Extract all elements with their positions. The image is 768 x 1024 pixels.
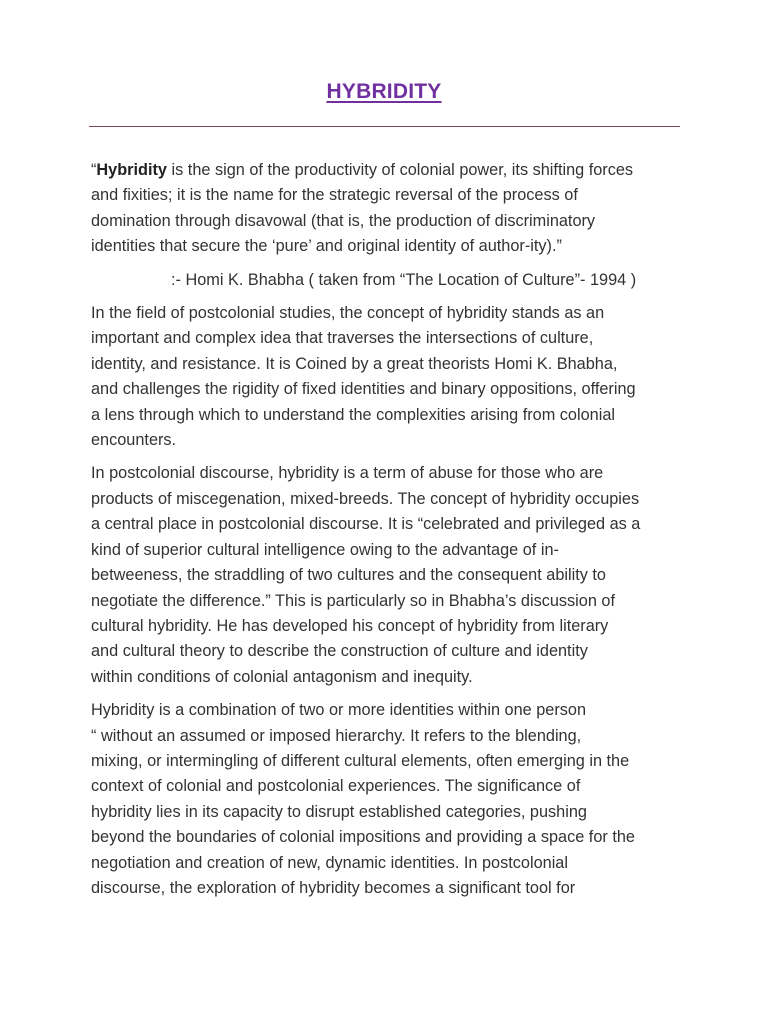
document-title: HYBRIDITY <box>326 80 442 103</box>
quote-line: identities that secure the ‘pure’ and original identity of author-ity).” <box>91 237 562 256</box>
paragraph-line: a central place in postcolonial discourse. It is “celebrated and privileged as a <box>91 515 641 534</box>
quote-line: and fixities; it is the name for the strategic reversal of the process of <box>91 186 578 205</box>
paragraph-line: discourse, the exploration of hybridity becomes a significant tool for <box>91 878 576 897</box>
paragraph-line: Hybridity is a combination of two or more identities within one person <box>91 701 587 720</box>
paragraph-line: hybridity lies in its capacity to disrupt established categories, pushing <box>91 802 587 821</box>
paragraph-line: a lens through which to understand the complexities arising from colonial <box>91 405 615 424</box>
paragraph-line: context of colonial and postcolonial experiences. The significance of <box>91 777 581 796</box>
quote-open-mark: “ <box>91 161 97 179</box>
paragraph-line: negotiate the difference.” This is particularly so in Bhabha’s discussion of <box>91 591 616 610</box>
paragraph-3 <box>91 698 683 901</box>
paragraph-2 <box>91 461 683 690</box>
paragraph-line: products of miscegenation, mixed-breeds. The concept of hybridity occupies <box>91 489 640 508</box>
paragraph-line: In postcolonial discourse, hybridity is a term of abuse for those who are <box>91 464 604 483</box>
paragraph-line: mixing, or intermingling of different cultural elements, often emerging in the <box>91 751 630 770</box>
title-divider <box>89 126 680 127</box>
paragraph-line: identity, and resistance. It is Coined by a great theorists Homi K. Bhabha, <box>91 354 618 373</box>
paragraph-1 <box>91 301 683 453</box>
paragraph-line: encounters. <box>91 431 177 450</box>
paragraph-line: cultural hybridity. He has developed his concept of hybridity from literary <box>91 616 609 635</box>
paragraph-line: In the field of postcolonial studies, the concept of hybridity stands as an <box>91 304 605 323</box>
paragraph-line: betweeness, the straddling of two cultures and the consequent ability to <box>91 566 606 585</box>
quote-attribution: :- Homi K. Bhabha ( taken from “The Location of Culture”- 1994 ) <box>171 270 637 289</box>
paragraph-line: and cultural theory to describe the construction of culture and identity <box>91 642 588 661</box>
paragraph-line: negotiation and creation of new, dynamic identities. In postcolonial <box>91 853 568 872</box>
paragraph-line: and challenges the rigidity of fixed identities and binary oppositions, offering <box>91 380 636 399</box>
quote-line <box>91 158 683 183</box>
epigraph-quote <box>91 158 683 260</box>
paragraph-line: within conditions of colonial antagonism and inequity. <box>91 667 473 686</box>
quote-bold-term: Hybridity <box>96 161 167 179</box>
paragraph-line: “ without an assumed or imposed hierarchy. It refers to the blending, <box>91 726 582 745</box>
quote-line: domination through disavowal (that is, the production of discriminatory <box>91 211 596 230</box>
paragraph-line: beyond the boundaries of colonial impositions and providing a space for the <box>91 828 635 847</box>
document-body <box>91 158 683 909</box>
paragraph-line: kind of superior cultural intelligence owing to the advantage of in- <box>91 540 559 559</box>
paragraph-line: important and complex idea that traverses the intersections of culture, <box>91 329 594 348</box>
quote-line-rest: is the sign of the productivity of colonial power, its shifting forces <box>167 161 634 179</box>
